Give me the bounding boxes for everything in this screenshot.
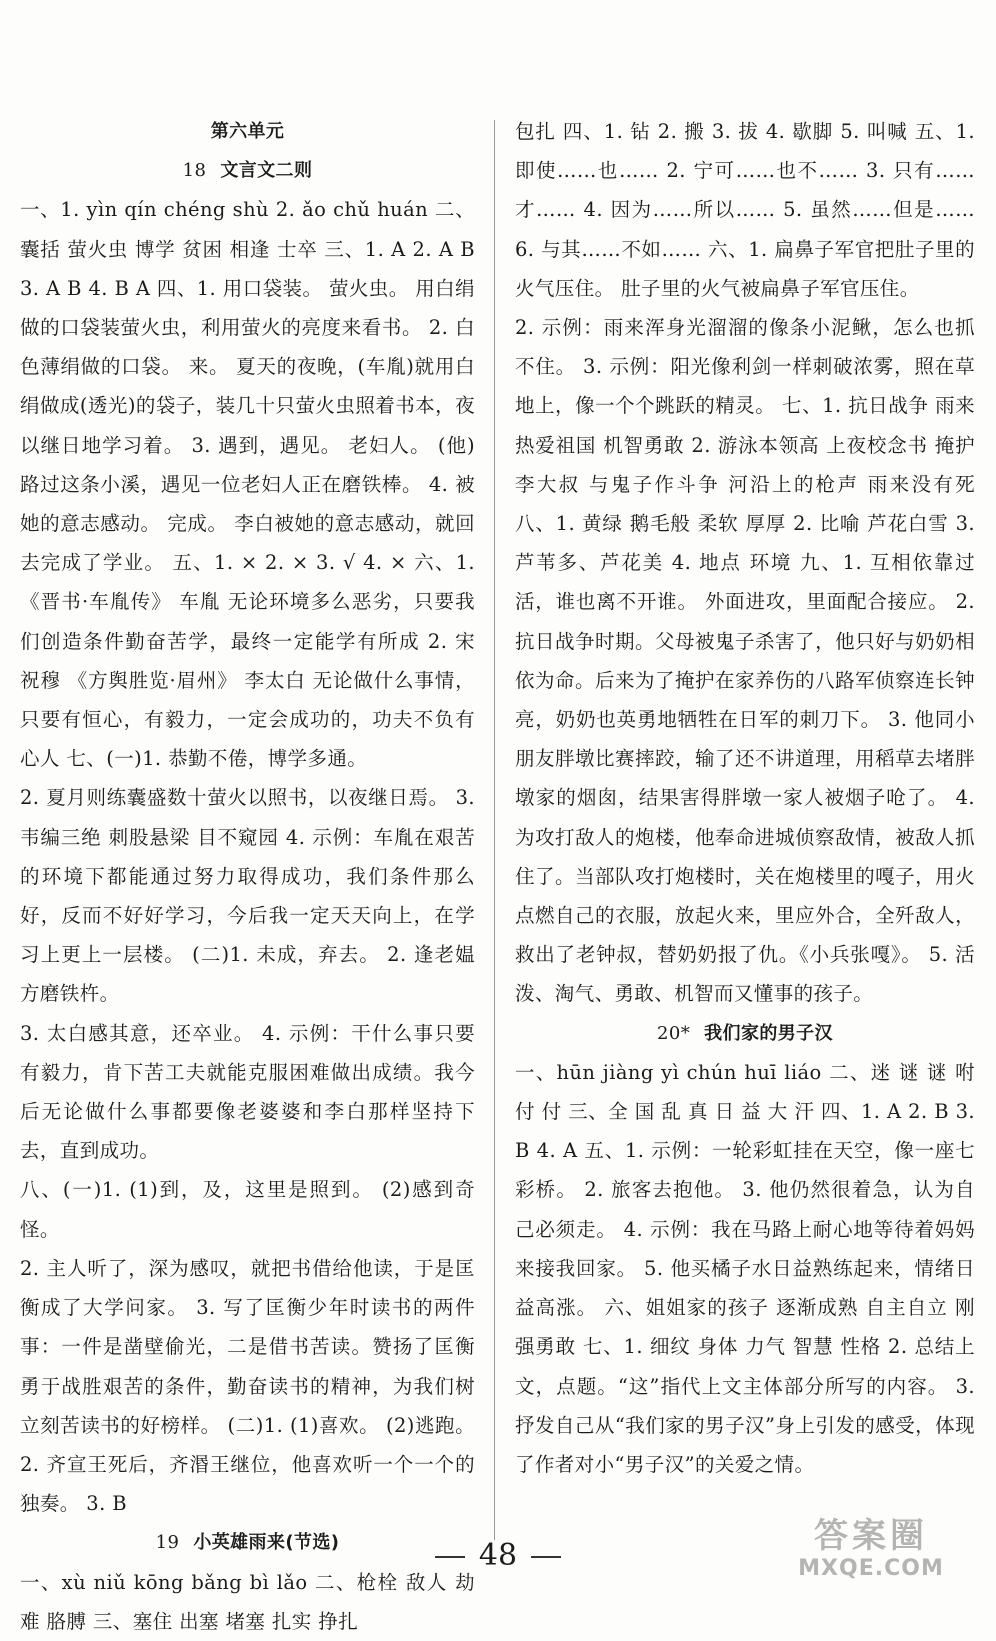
- page-number-dash-right: [531, 1556, 561, 1558]
- lesson-19-answers-part3: 2. 示例：雨来浑身光溜溜的像条小泥鳅，怎么也抓不住。 3. 示例：阳光像利剑一样刺破浓雾，照在草地上，像一个个跳跃的精灵。 七、1. 抗日战争 雨来 热爱祖国 机智勇敢 2. 游泳本领高 上夜校念书 掩护李大叔 与鬼子作斗争 河沿上的枪声 雨来没有死 八、1. 黄绿 鹅毛般 柔软 厚厚 2. 比喻 芦花白雪 3. 芦苇多、芦花美 4. 地点 环境 九、1. 互相依靠过活，谁也离不开谁。 外面进攻，里面配合接应。 2. 抗日战争时期。父母被鬼子杀害了，他只好与奶奶相依为命。后来为了掩护在家养伤的八路军侦察连长钟亮，奶奶也英勇地牺牲在日军的刺刀下。 3. 他同小朋友胖墩比赛摔跤，输了还不讲道理，用稻草去堵胖墩家的烟囱，结果害得胖墩一家人被烟子呛了。 4. 为攻打敌人的炮楼，他奉命进城侦察敌情，被敌人抓住了。当部队攻打炮楼时，关在炮楼里的嘎子，用火点燃自己的衣服，放起火来，里应外合，全歼敌人，救出了老钟叔，替奶奶报了仇。《小兵张嘎》。 5. 活泼、淘气、勇敢、机智而又懂事的孩子。: [515, 316, 975, 1006]
- watermark-logo: [766, 1516, 976, 1586]
- watermark-bottom-text: MXQE.COM: [798, 1556, 944, 1581]
- right-column: [515, 112, 975, 1484]
- page-number-value: 48: [478, 1538, 518, 1573]
- unit-title: 第六单元: [210, 121, 285, 142]
- lesson-19-answers-part2: 包扎 四、1. 钻 2. 搬 3. 拔 4. 歇脚 5. 叫喊 五、1. 即使……也…… 2. 宁可……也不…… 3. 只有……才…… 4. 因为……所以…… 5. 虽然……但是…… 6. 与其……不如…… 六、1. 扁鼻子军官把肚子里的火气压住。 肚子里的火气被扁鼻子军官压住。: [515, 120, 975, 300]
- lesson-18-answers-part3: 3. 太白感其意，还卒业。 4. 示例：干什么事只要有毅力，肯下苦工夫就能克服困难做出成绩。我今后无论做什么事都要像老婆婆和李白那样坚持下去，直到成功。: [20, 1021, 475, 1163]
- lesson-20-title: 我们家的男子汉: [704, 1022, 833, 1044]
- column-divider: [494, 120, 495, 1540]
- lesson-18-heading: [20, 151, 475, 190]
- lesson-20-heading: [515, 1014, 975, 1053]
- lesson-18-answers-part2: 2. 夏月则练囊盛数十萤火以照书，以夜继日焉。 3. 韦编三绝 刺股悬梁 目不窥园 4. 示例：车胤在艰苦的环境下都能通过努力取得成功，我们条件那么好，反而不好好学习，今后我一定天天向上，在学习上更上一层楼。 (二)1. 未成，弃去。 2. 逢老媪方磨铁杵。: [20, 786, 475, 1006]
- lesson-20-answers: 一、hūn jiàng yì chún huī liáo 二、迷 谜 谜 咐 付 付 三、全 国 乱 真 日 益 大 汗 四、1. A 2. B 3. B 4. A 五、1. 示例：一轮彩虹挂在天空，像一座七彩桥。 2. 旅客去抱他。 3. 他仍然很着急，认为自己必须走。 4. 示例：我在马路上耐心地等待着妈妈来接我回家。 5. 他买橘子水日益熟练起来，情绪日益高涨。 六、姐姐家的孩子 逐渐成熟 自主自立 刚强勇敢 七、1. 细纹 身体 力气 智慧 性格 2. 总结上文，点题。“这”指代上文主体部分所写的内容。 3. 抒发自己从“我们家的男子汉”身上引发的感受，体现了作者对小“男子汉”的关爱之情。: [515, 1060, 975, 1476]
- lesson-18-title: 文言文二则: [220, 160, 313, 182]
- left-column: [20, 112, 475, 1641]
- lesson-19-title: 小英雄雨来(节选): [193, 1532, 340, 1554]
- lesson-20-number: 20*: [657, 1022, 691, 1044]
- lesson-19-answers-part1: 一、xù niǔ kōng bǎng bì lǎo 二、枪栓 敌人 劫难 胳膊 三、塞住 出塞 堵塞 扎实 挣扎: [20, 1570, 475, 1633]
- watermark-top-text: 答案圈: [814, 1516, 928, 1556]
- lesson-18-answers-part4: 八、(一)1. (1)到，及，这里是照到。 (2)感到奇怪。: [20, 1178, 475, 1241]
- lesson-19-number: 19: [155, 1532, 180, 1554]
- page-number-dash-left: [435, 1556, 465, 1558]
- lesson-18-answers-part5: 2. 主人听了，深为感叹，就把书借给他读，于是匡衡成了大学问家。 3. 写了匡衡少年时读书的两件事：一件是凿壁偷光，二是借书苦读。赞扬了匡衡勇于战胜艰苦的条件，勤奋读书的精神，为我们树立刻苦读书的好榜样。 (二)1. (1)喜欢。 (2)逃跑。 2. 齐宣王死后，齐湣王继位，他喜欢听一个一个的独奏。 3. B: [20, 1256, 475, 1516]
- lesson-18-number: 18: [182, 160, 207, 182]
- lesson-18-answers-part1: 一、1. yìn qín chéng shù 2. ǎo chǔ huán 二、囊括 萤火虫 博学 贫困 相逢 士卒 三、1. A 2. A B 3. A B 4. B A 四、1. 用口袋装。 萤火虫。 用白绢做的口袋装萤火虫，利用萤火的亮度来看书。 2. 白色薄绢做的口袋。 来。 夏天的夜晚，(车胤)就用白绢做成(透光)的袋子，装几十只萤火虫照着书本，夜以继日地学习着。 3. 遇到，遇见。 老妇人。 (他)路过这条小溪，遇见一位老妇人正在磨铁棒。 4. 被她的意志感动。 完成。 李白被她的意志感动，就回去完成了学业。 五、1. × 2. × 3. √ 4. × 六、1.《晋书·车胤传》 车胤 无论环境多么恶劣，只要我们创造条件勤奋苦学，最终一定能学有所成 2. 宋 祝穆 《方舆胜览·眉州》 李太白 无论做什么事情，只要有恒心，有毅力，一定会成功的，功夫不负有心人 七、(一)1. 恭勤不倦，博学多通。: [20, 198, 475, 771]
